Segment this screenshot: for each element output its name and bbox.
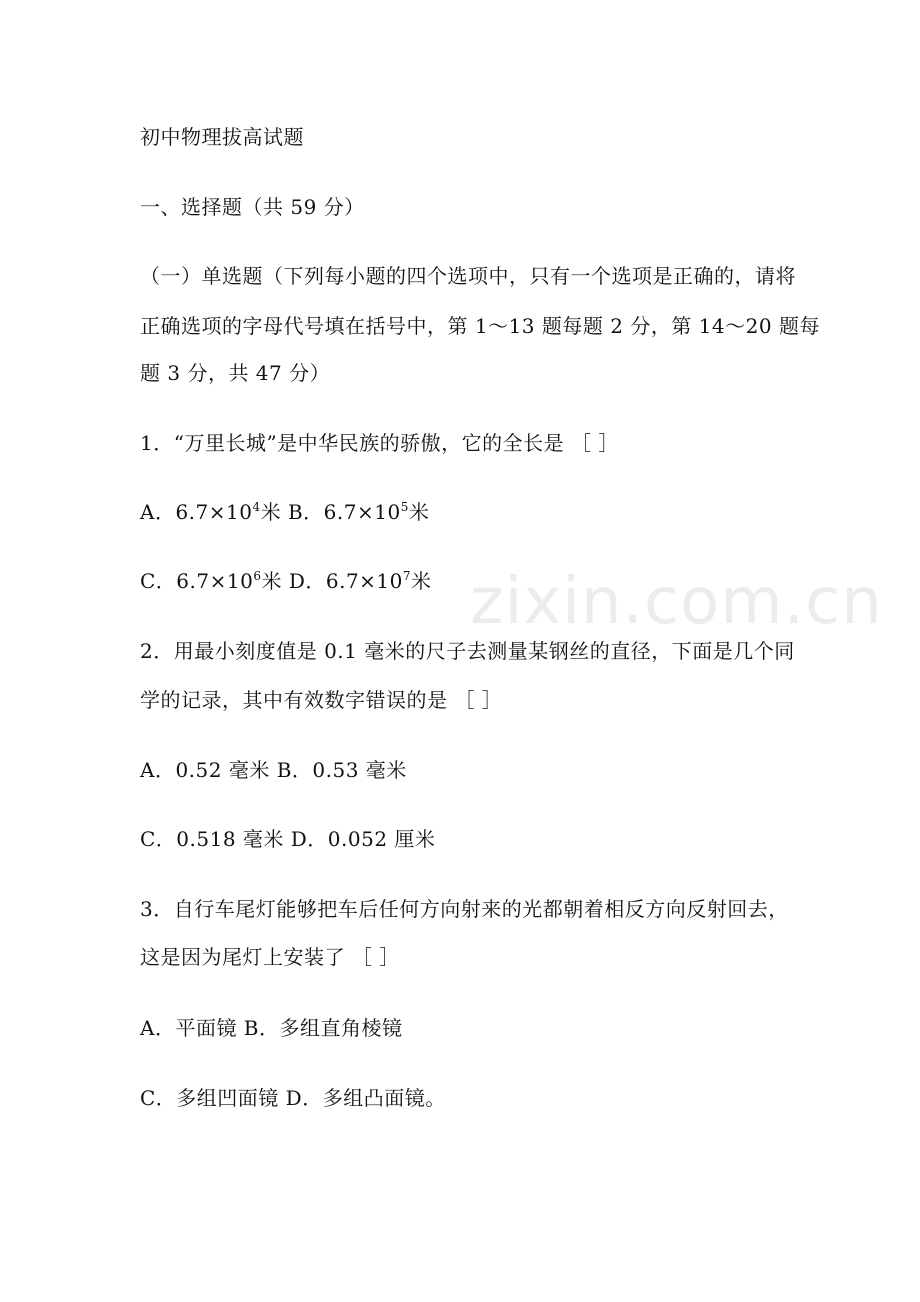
option-d-unit: 米 bbox=[411, 569, 432, 593]
question-2-stem-line-1: 2．用最小刻度值是 0.1 毫米的尺子去测量某钢丝的直径，下面是几个同 bbox=[140, 639, 795, 663]
question-3-stem-line-2: 这是因为尾灯上安装了 ［ ］ bbox=[140, 945, 400, 969]
question-1-options-ab bbox=[140, 499, 429, 525]
document-title: 初中物理拔高试题 bbox=[140, 125, 304, 149]
question-2-stem-line-2: 学的记录，其中有效数字错误的是 ［ ］ bbox=[140, 688, 503, 712]
option-d-exponent: 7 bbox=[402, 569, 412, 583]
question-1-stem: 1．“万里长城”是中华民族的骄傲，它的全长是 ［ ］ bbox=[140, 431, 619, 455]
option-c-exponent: 6 bbox=[253, 569, 262, 583]
watermark: zixin.com.cn bbox=[470, 565, 883, 639]
question-2-options-cd: C．0.518 毫米 D．0.052 厘米 bbox=[140, 827, 436, 851]
option-a-text: A．6.7×10 bbox=[140, 500, 253, 524]
section-heading: 一、选择题（共 59 分） bbox=[140, 195, 365, 219]
question-1-options-cd bbox=[140, 568, 432, 594]
option-b-text: 米 B．6.7×10 bbox=[260, 500, 401, 524]
question-2-options-ab: A．0.52 毫米 B．0.53 毫米 bbox=[140, 758, 407, 782]
option-b-exponent: 5 bbox=[400, 500, 409, 514]
option-a-exponent: 4 bbox=[252, 500, 261, 514]
question-3-options-cd: C．多组凹面镜 D．多组凸面镜。 bbox=[140, 1086, 446, 1110]
option-c-text: C．6.7×10 bbox=[140, 569, 254, 593]
instructions-line-2: 正确选项的字母代号填在括号中，第 1～13 题每题 2 分，第 14～20 题每 bbox=[140, 314, 820, 338]
instructions-line-3: 题 3 分，共 47 分） bbox=[140, 361, 331, 385]
question-3-options-ab: A．平面镜 B．多组直角棱镜 bbox=[140, 1016, 403, 1040]
option-d-text: 米 D．6.7×10 bbox=[261, 569, 403, 593]
question-3-stem-line-1: 3．自行车尾灯能够把车后任何方向射来的光都朝着相反方向反射回去， bbox=[140, 897, 789, 921]
option-b-unit: 米 bbox=[408, 500, 430, 524]
instructions-line-1: （一）单选题（下列每小题的四个选项中，只有一个选项是正确的，请将 bbox=[140, 264, 796, 288]
